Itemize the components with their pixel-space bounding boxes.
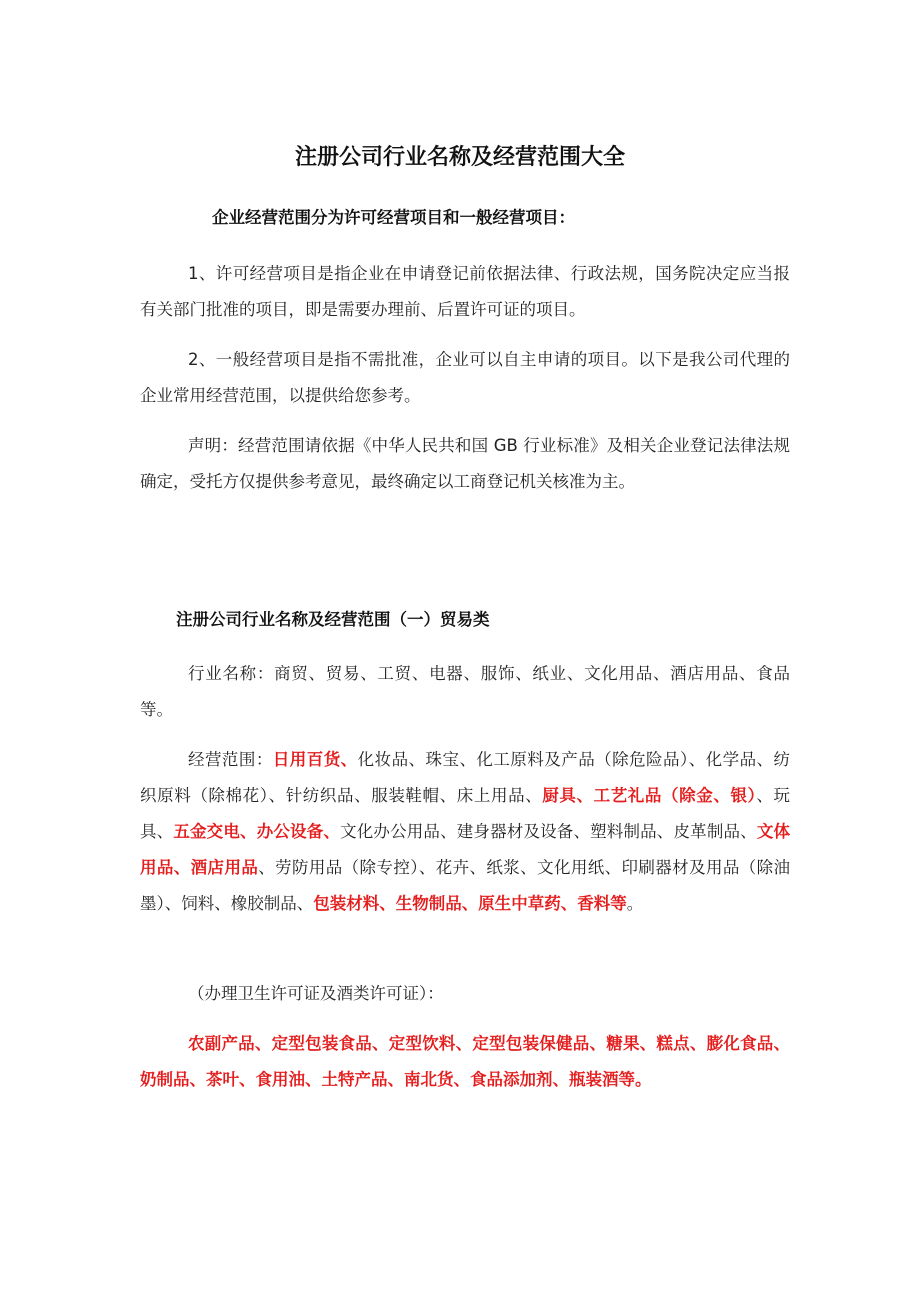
scope-text: 、劳防用品（除专控）、花卉、纸浆、文化用纸、印刷器材及用品（除油墨）、饲料、橡胶制品、	[140, 858, 791, 913]
section-heading-trade: 注册公司行业名称及经营范围（一）贸易类	[176, 610, 490, 629]
scope-text: 化妆品、珠宝、化工原料及产品（除危险品）、化学品、纺织原料（除棉花）、针纺织品、服装鞋帽、床上用品、	[140, 750, 791, 805]
scope-text: 。	[626, 894, 644, 913]
license-note: （办理卫生许可证及酒类许可证）：	[188, 984, 444, 1003]
scope-highlight: 日用百货、	[272, 750, 358, 769]
document-title: 注册公司行业名称及经营范围大全	[294, 145, 625, 170]
intro-heading: 企业经营范围分为许可经营项目和一般经营项目：	[212, 208, 575, 227]
scope-highlight: 厨具、工艺礼品（除金、银）	[542, 786, 757, 805]
paragraph-business-scope	[140, 742, 790, 922]
paragraph-general-items: 2、一般经营项目是指不需批准，企业可以自主申请的项目。以下是我公司代理的企业常用经营范围，以提供给您参考。	[140, 350, 790, 405]
paragraph-licensed-items: 农副产品、定型包装食品、定型饮料、定型包装保健品、糖果、糕点、膨化食品、奶制品、茶叶、食用油、土特产品、南北货、食品添加剂、瓶装酒等。	[140, 1034, 790, 1089]
scope-highlight: 文体用品、酒店用品	[140, 822, 791, 877]
scope-highlight: 五金交电、办公设备、	[173, 822, 341, 841]
paragraph-industry-names: 行业名称：商贸、贸易、工贸、电器、服饰、纸业、文化用品、酒店用品、食品等。	[140, 664, 790, 719]
scope-text: 文化办公用品、建身器材及设备、塑料制品、皮革制品、	[340, 822, 757, 841]
scope-highlight: 包装材料、生物制品、原生中草药、香料等	[313, 894, 627, 913]
scope-text: 、玩具、	[140, 786, 791, 841]
paragraph-disclaimer: 声明：经营范围请依据《中华人民共和国 GB 行业标准》及相关企业登记法律法规确定，受托方仅提供参考意见，最终确定以工商登记机关核准为主。	[140, 436, 790, 491]
scope-label: 经营范围：	[188, 750, 273, 769]
paragraph-permit-items: 1、许可经营项目是指企业在申请登记前依据法律、行政法规，国务院决定应当报有关部门批准的项目，即是需要办理前、后置许可证的项目。	[140, 264, 790, 319]
